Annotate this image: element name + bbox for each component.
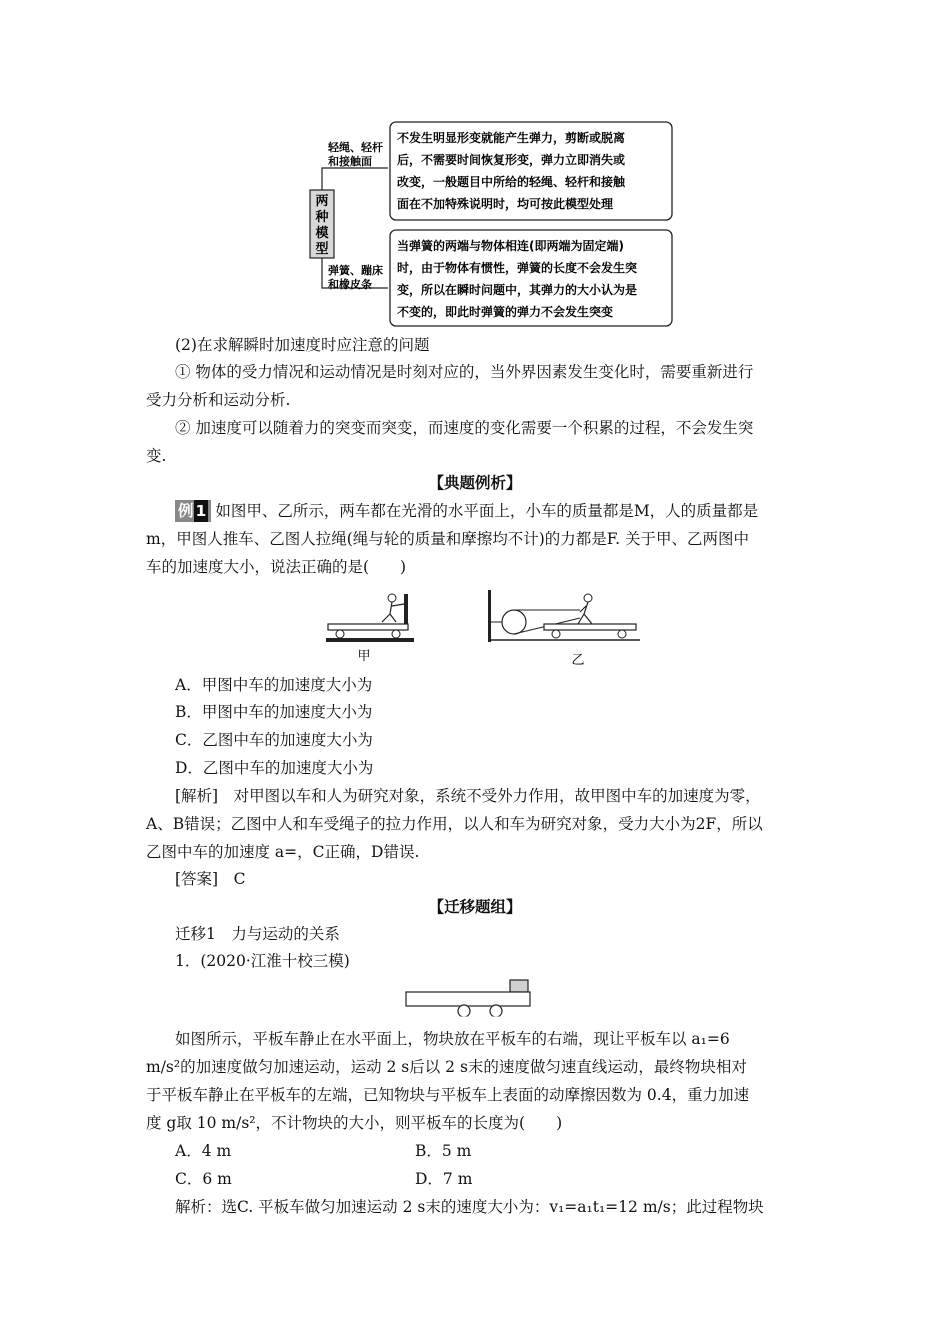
example-analysis-line1: [解析] 对甲图以车和人为研究对象，系统不受外力作用，故甲图中车的加速度为零， xyxy=(175,787,761,805)
figure-yi-label: 乙 xyxy=(571,653,585,668)
example-section-title: 【典题例析】 xyxy=(428,474,522,492)
yi-pulley xyxy=(502,610,526,634)
transfer-option-b: B．5 m xyxy=(415,1142,472,1160)
notes-item2-line1: ② 加速度可以随着力的突变而突变，而速度的变化需要一个积累的过程，不会发生突 xyxy=(175,419,754,437)
example-answer: [答案] C xyxy=(175,870,246,888)
yi-wall xyxy=(488,590,491,642)
jia-wheel xyxy=(336,630,344,638)
jia-person-head xyxy=(388,594,396,602)
example-option-c: C．乙图中车的加速度大小为 xyxy=(175,731,373,749)
notes-heading: (2)在求解瞬时加速度时应注意的问题 xyxy=(175,336,430,354)
yi-wheel xyxy=(552,630,560,638)
jia-wheel xyxy=(392,630,400,638)
bottom-box-line: 不变的，即此时弹簧的弹力不会发生突变 xyxy=(397,305,614,319)
example-analysis-line2: A、B错误；乙图中人和车受绳子的拉力作用，以人和车为研究对象，受力大小为2F，所以 xyxy=(146,815,763,833)
jia-wall xyxy=(404,594,408,624)
bottom-box-line: 变，所以在瞬时问题中，其弹力的大小认为是 xyxy=(397,283,638,297)
flatbed-platform xyxy=(406,992,530,1006)
transfer-solution-line: 解析：选C. 平板车做匀加速运动 2 s末的速度大小为：v₁=a₁t₁=12 m/s；此过程物块 xyxy=(175,1198,764,1216)
transfer-subtitle: 迁移1 力与运动的关系 xyxy=(175,925,340,943)
flatbed-wheel xyxy=(490,1005,502,1017)
yi-person-head xyxy=(584,594,592,602)
bottom-box-line: 当弹簧的两端与物体相连(即两端为固定端) xyxy=(397,239,624,253)
center-label-char: 型 xyxy=(315,242,329,257)
top-box-line: 改变，一般题目中所给的轻绳、轻杆和接触 xyxy=(397,175,626,189)
yi-person-body xyxy=(578,602,592,624)
flatbed-block xyxy=(510,980,528,992)
example-option-d: D．乙图中车的加速度大小为 xyxy=(175,759,374,777)
example-number: 1 xyxy=(195,502,207,520)
example-question-line1 xyxy=(175,500,758,522)
top-box-line: 不发生明显形变就能产生弹力，剪断或脱离 xyxy=(397,131,626,145)
transfer-option-c: C．6 m xyxy=(175,1170,232,1188)
model-concept-diagram xyxy=(300,118,680,330)
center-label-char: 种 xyxy=(315,210,329,225)
example-option-b: B．甲图中车的加速度大小为 xyxy=(175,703,373,721)
top-box-line: 面在不加特殊说明时，均可按此模型处理 xyxy=(397,197,614,211)
figure-flatbed-cart xyxy=(402,976,536,1024)
transfer-question-line4: 度 g取 10 m/s²，不计物块的大小，则平板车的长度为( ) xyxy=(146,1114,563,1132)
figure-jia xyxy=(320,588,420,668)
bottom-box-line: 时，由于物体有惯性，弹簧的长度不会发生突 xyxy=(397,261,638,275)
example-analysis-line3: 乙图中车的加速度 a=，C正确，D错误. xyxy=(146,843,420,861)
transfer-question-line2: m/s²的加速度做匀加速运动，运动 2 s后以 2 s末的速度做匀速直线运动，最终物块相对 xyxy=(146,1058,747,1076)
figure-jia-label: 甲 xyxy=(357,649,371,664)
yi-wheel xyxy=(618,630,626,638)
flatbed-wheel xyxy=(458,1005,470,1017)
notes-item1-line2: 受力分析和运动分析. xyxy=(146,391,291,409)
transfer-question-source: 1．(2020·江淮十校三模) xyxy=(175,952,350,970)
transfer-question-line3: 于平板车静止在平板车的左端，已知物块与平板车上表面的动摩擦因数为 0.4，重力加速 xyxy=(146,1086,750,1104)
jia-cart xyxy=(328,624,408,630)
transfer-option-d: D．7 m xyxy=(415,1170,473,1188)
example-line1-text: 如图甲、乙所示，两车都在光滑的水平面上，小车的质量都是M，人的质量都是 xyxy=(215,502,759,520)
example-question-line2: m，甲图人推车、乙图人拉绳(绳与轮的质量和摩擦均不计)的力都是F. 关于甲、乙两图中 xyxy=(146,530,749,548)
center-label-char: 两 xyxy=(315,194,329,209)
example-option-a: A．甲图中车的加速度大小为 xyxy=(175,676,373,694)
bottom-label-line: 弹簧、蹦床 xyxy=(328,264,383,277)
figure-yi xyxy=(484,586,644,670)
jia-ground xyxy=(326,638,414,642)
example-badge: 例 1 xyxy=(175,500,211,522)
transfer-question-line1: 如图所示，平板车静止在水平面上，物块放在平板车的右端，现让平板车以 a₁=6 xyxy=(175,1030,730,1048)
transfer-option-a: A．4 m xyxy=(175,1142,232,1160)
notes-item2-line2: 变. xyxy=(146,447,167,465)
notes-item1-line1: ① 物体的受力情况和运动情况是时刻对应的，当外界因素发生变化时，需要重新进行 xyxy=(175,363,754,381)
example-question-line3: 车的加速度大小，说法正确的是( ) xyxy=(146,558,407,576)
top-connector xyxy=(322,168,388,190)
top-label-line: 和接触面 xyxy=(328,155,372,168)
center-label-char: 模 xyxy=(315,226,329,241)
jia-person-body xyxy=(382,602,404,622)
yi-cart xyxy=(544,624,636,630)
top-label-line: 轻绳、轻杆 xyxy=(328,141,383,154)
top-box-line: 后，不需要时间恢复形变，弹力立即消失或 xyxy=(397,153,626,167)
bottom-label-line: 和橡皮条 xyxy=(328,278,372,291)
transfer-section-title: 【迁移题组】 xyxy=(428,898,522,916)
